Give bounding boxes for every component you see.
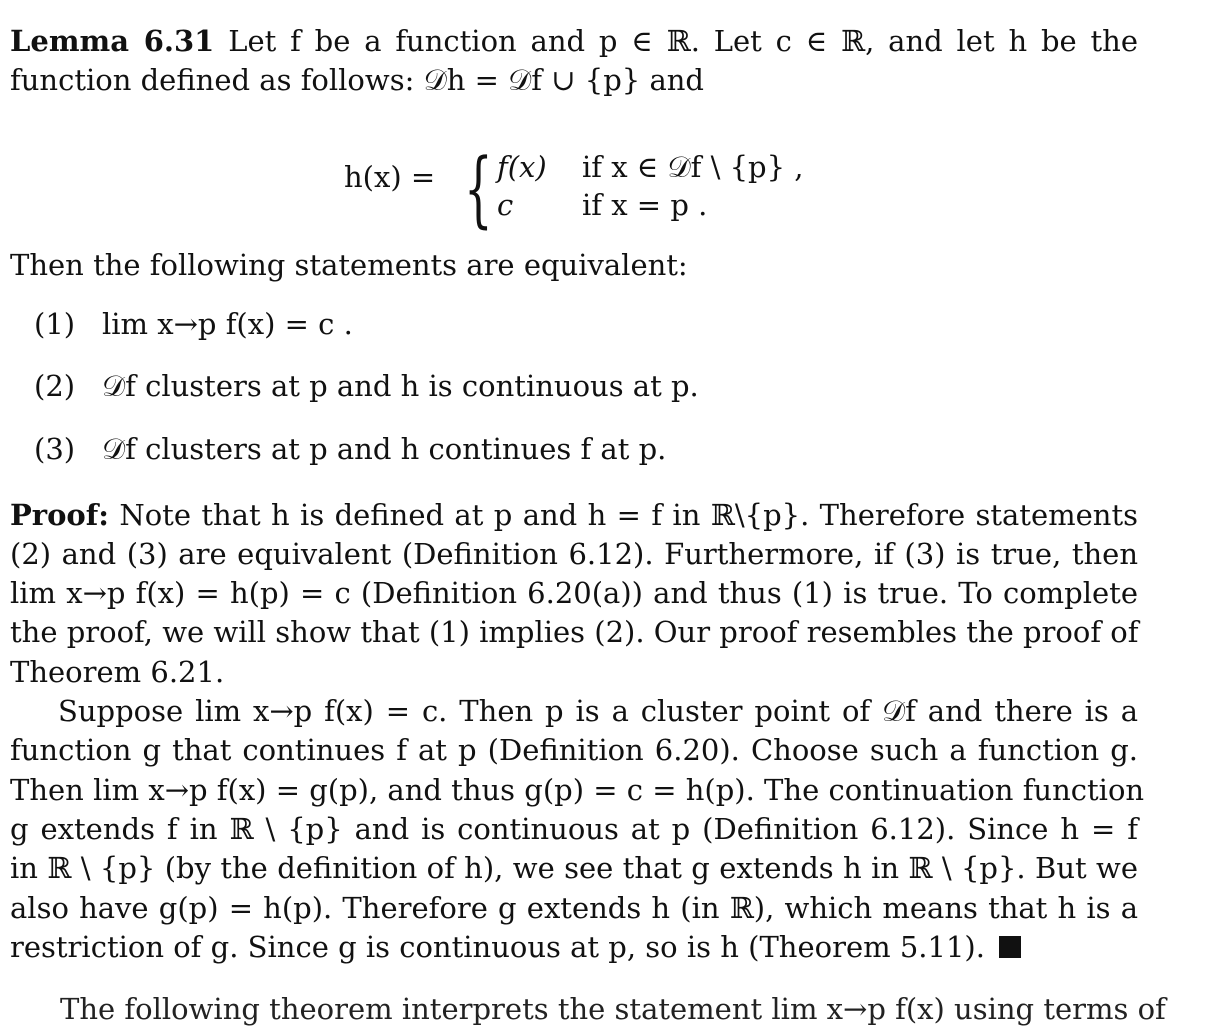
equivalent-intro: Then the following statements are equivalent: [10,248,688,282]
proof-line-9: g extends f in ℝ \ {p} and is continuous at p (Definition 6.12). Since h = f [10,812,1138,846]
proof-line-8: Then lim x→p f(x) = g(p), and thus g(p) = c = h(p). The continuation function [10,773,1145,807]
statement-text: 𝒟f clusters at p and h is continuous at p. [102,369,699,403]
lemma-line-2: function defined as follows: 𝒟h = 𝒟f ∪ {p} and [10,63,704,97]
statement-number: (3) [34,432,76,466]
statement-3 [34,430,666,470]
statement-2 [34,367,699,407]
case2-condition: if x = p . [582,188,708,222]
statement-text: 𝒟f clusters at p and h continues f at p. [102,432,667,466]
proof-line-4: the proof, we will show that (1) implies (2). Our proof resembles the proof of [10,615,1139,649]
case1-value: f(x) [497,150,547,184]
proof-line-12 [10,928,1021,968]
proof-line-2: (2) and (3) are equivalent (Definition 6.12). Furthermore, if (3) is true, then [10,537,1138,571]
qed-square-icon [999,936,1021,958]
statement-number: (1) [34,307,76,341]
proof-line-11: also have g(p) = h(p). Therefore g extends h (in ℝ), which means that h is a [10,891,1138,925]
lemma-line-1 [10,22,1138,62]
proof-text: restriction of g. Since g is continuous at p, so is h (Theorem 5.11). [10,930,985,964]
lemma-text-1: Let f be a function and p ∈ ℝ. Let c ∈ ℝ, and let h be the [228,24,1139,58]
proof-line-3: lim x→p f(x) = h(p) = c (Definition 6.20(a)) and thus (1) is true. To complete [10,576,1138,610]
left-brace: { [464,142,493,237]
statement-1 [34,305,353,345]
proof-line-5: Theorem 6.21. [10,655,225,689]
statement-number: (2) [34,369,76,403]
proof-line-6: Suppose lim x→p f(x) = c. Then p is a cluster point of 𝒟f and there is a [58,694,1138,728]
definition-lhs: h(x) = [344,160,436,194]
proof-text: Note that h is defined at p and h = f in ℝ\{p}. Therefore statements [119,498,1138,532]
statement-text: lim x→p f(x) = c . [102,307,353,341]
proof-label: Proof: [10,498,109,532]
cutoff-line: The following theorem interprets the statement lim x→p f(x) using terms of [60,992,1166,1026]
proof-line-10: in ℝ \ {p} (by the definition of h), we see that g extends h in ℝ \ {p}. But we [10,851,1138,885]
proof-line-7: function g that continues f at p (Definition 6.20). Choose such a function g. [10,733,1138,767]
lemma-heading: Lemma 6.31 [10,24,215,58]
case2-value: c [497,188,514,222]
proof-line-1 [10,496,1138,536]
case1-condition: if x ∈ 𝒟f \ {p} , [582,150,804,184]
